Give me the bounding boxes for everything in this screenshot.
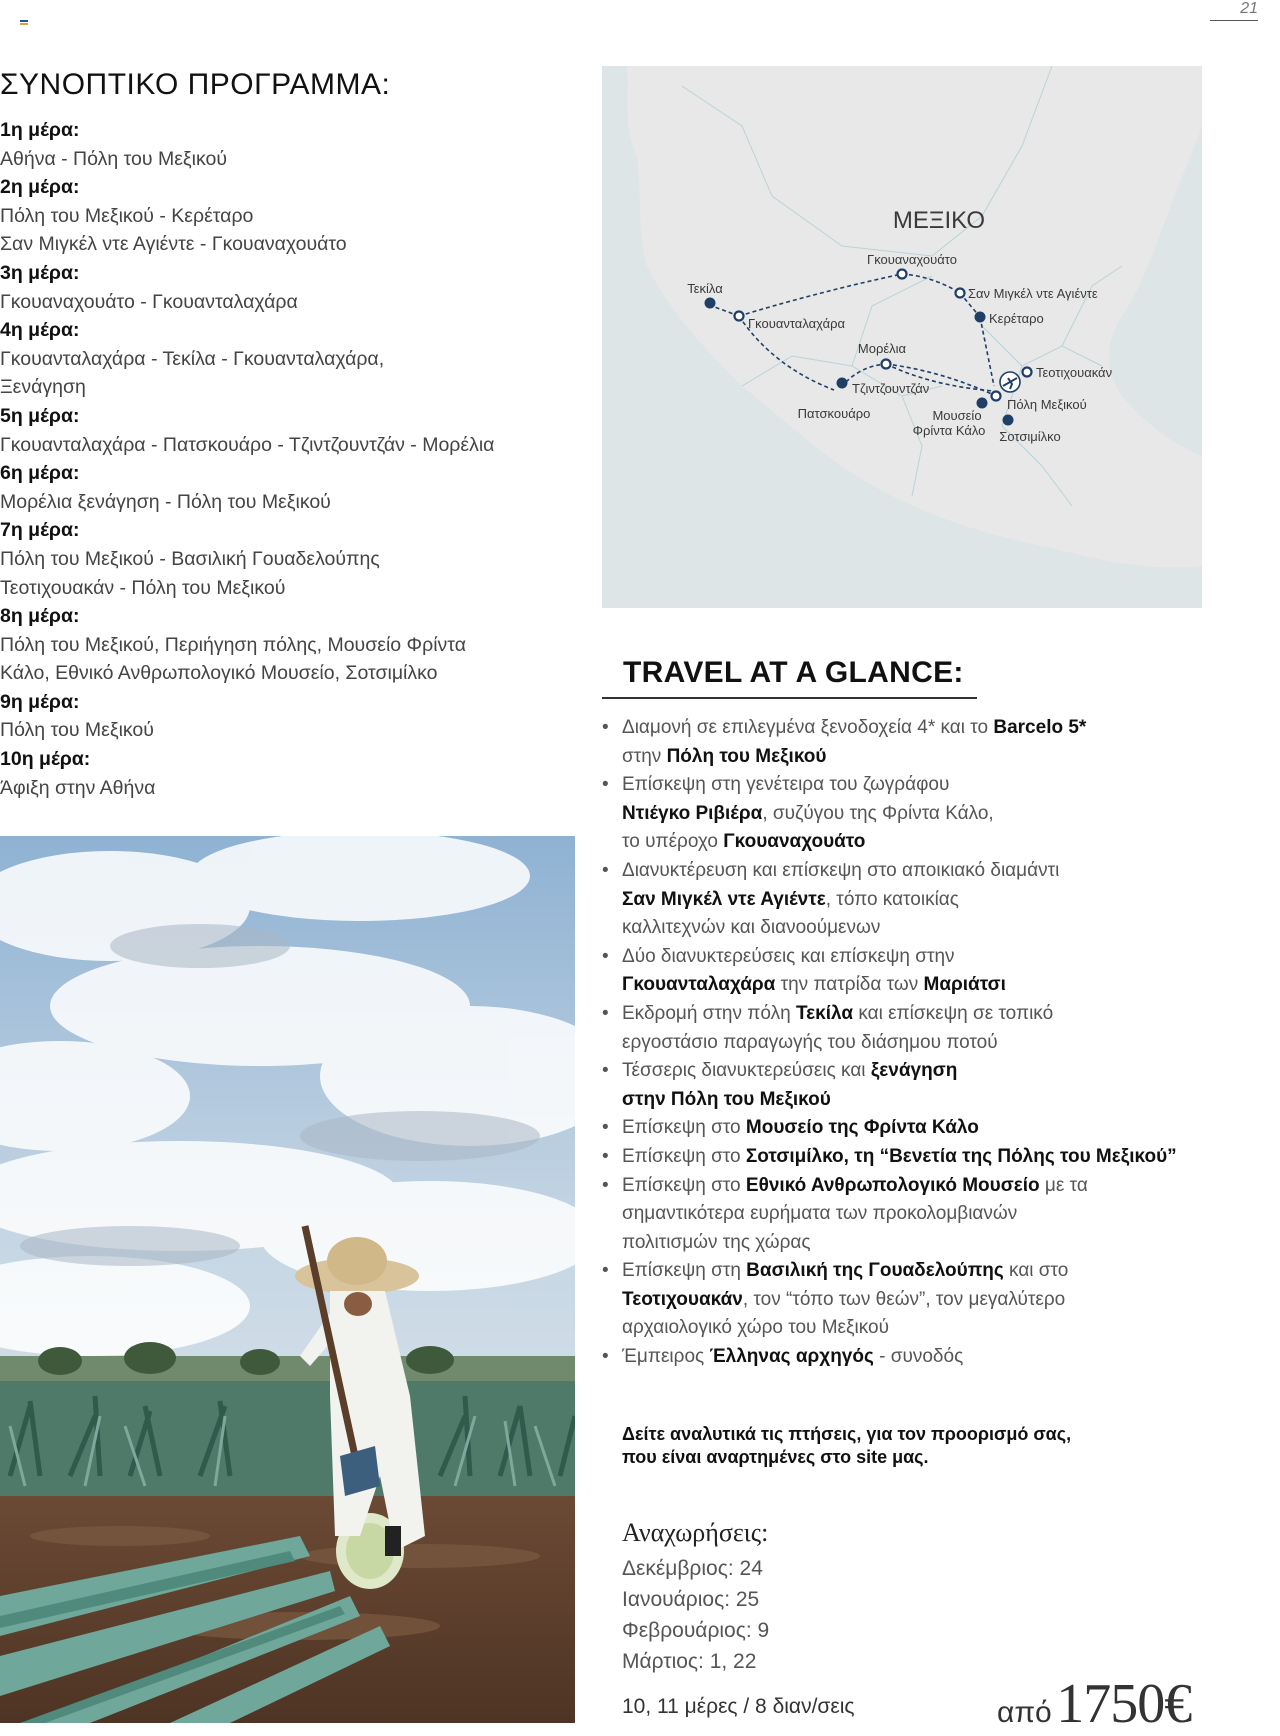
day-label: 5η μέρα: — [0, 404, 80, 427]
day-itinerary: Άφιξη στην Αθήνα — [0, 776, 156, 799]
glance-item: • Διανυκτέρευση και επίσκεψη στο αποικιακό διαμάντι Σαν Μιγκέλ ντε Αγιέντε, τόπο κατοικίας καλλιτεχνών και διανοούμενων — [602, 857, 1222, 943]
day-label: 2η μέρα: — [0, 176, 80, 199]
day-itinerary: Γκουαναχουάτο - Γκουανταλαχάρα — [0, 290, 298, 313]
map-point — [898, 270, 907, 279]
glance-item: • Επίσκεψη στη Βασιλική της Γουαδελούπης και στο Τεοτιχουακάν, τον “τόπο των θεών”, τον μεγαλύτερο αρχαιολογικό χώρο του Μεξικού — [602, 1257, 1222, 1343]
departure-date: Ιανουάριος: 25 — [622, 1588, 760, 1611]
map-label: Τεοτιχουακάν — [1036, 365, 1113, 380]
day-itinerary: Πόλη του Μεξικού — [0, 719, 154, 742]
day-label: 1η μέρα: — [0, 119, 80, 141]
map-label: Μορέλια — [857, 341, 907, 356]
day-itinerary: Μορέλια ξενάγηση - Πόλη του Μεξικού — [0, 490, 331, 513]
glance-item: • Επίσκεψη στο Μουσείο της Φρίντα Κάλο — [602, 1114, 1222, 1143]
day-itinerary: Γκουανταλαχάρα - Τεκίλα - Γκουανταλαχάρα, — [0, 347, 385, 370]
day-itinerary: Γκουανταλαχάρα - Πατσκουάρο - Τζιντζουντζάν - Μορέλια — [0, 433, 495, 456]
glance-item: • Έμπειρος Έλληνας αρχηγός - συνοδός — [602, 1343, 1222, 1372]
map-point — [977, 398, 988, 409]
map-point — [882, 360, 891, 369]
map-point — [1023, 368, 1032, 377]
glance-item: • Επίσκεψη στο Σοτσιμίλκο, τη “Βενετία της Πόλης του Μεξικού” — [602, 1143, 1222, 1172]
program-list — [0, 116, 560, 802]
day-itinerary: Αθήνα - Πόλη του Μεξικού — [0, 147, 227, 170]
price-amount: 1750€ — [1056, 1673, 1192, 1735]
day-itinerary: Κάλο, Εθνικό Ανθρωπολογικό Μουσείο, Σοτσιμίλκο — [0, 662, 438, 685]
map-label: Γκουαναχουάτο — [867, 252, 957, 267]
map-point — [837, 378, 848, 389]
day-itinerary: Πόλη του Μεξικού, Περιήγηση πόλης, Μουσείο Φρίντα — [0, 633, 466, 656]
map-point — [1003, 415, 1014, 426]
glance-title-underline — [602, 697, 977, 699]
day-label: 9η μέρα: — [0, 690, 80, 713]
departure-date: Δεκέμβριος: 24 — [622, 1557, 763, 1580]
map-label: Γκουανταλαχάρα — [748, 316, 846, 331]
departure-date: Φεβρουάριος: 9 — [622, 1619, 770, 1642]
glance-item: • Επίσκεψη στο Εθνικό Ανθρωπολογικό Μουσείο με τα σημαντικότερα ευρήματα των προκολομβιανών πολιτισμών της χώρας — [602, 1172, 1222, 1258]
glance-item: • Εκδρομή στην πόλη Τεκίλα και επίσκεψη σε τοπικό εργοστάσιο παραγωγής του διάσημου ποτού — [602, 1000, 1222, 1057]
price-prefix: από — [997, 1696, 1052, 1729]
day-itinerary: Τεοτιχουακάν - Πόλη του Μεξικού — [0, 576, 286, 599]
glance-title: TRAVEL AT A GLANCE: — [623, 656, 964, 689]
agave-farmer-photo — [0, 836, 575, 1723]
map-label: Μουσείο — [932, 408, 982, 423]
map-label: Πατσκουάρο — [797, 406, 871, 421]
glance-item: • Δύο διανυκτερεύσεις και επίσκεψη στην Γκουανταλαχάρα την πατρίδα των Μαριάτσι — [602, 943, 1222, 1000]
day-label: 3η μέρα: — [0, 261, 80, 284]
map-point — [956, 289, 965, 298]
page-number: 21 — [1210, 0, 1258, 21]
notice-line-2: που είναι αναρτημένες στο site μας. — [622, 1447, 929, 1467]
map-label: Τεκίλα — [687, 281, 723, 296]
day-itinerary: Ξενάγηση — [0, 376, 86, 399]
day-label: 7η μέρα: — [0, 519, 80, 542]
departures-title: Αναχωρήσεις: — [622, 1518, 769, 1547]
map-point — [992, 392, 1001, 401]
departure-dates — [622, 1553, 769, 1677]
notice-line-1: Δείτε αναλυτικά τις πτήσεις, για τον προορισμό σας, — [622, 1424, 1072, 1444]
route-map — [602, 66, 1202, 608]
glance-item: • Τέσσερις διανυκτερεύσεις και ξενάγηση στην Πόλη του Μεξικού — [602, 1057, 1222, 1114]
day-label: 4η μέρα: — [0, 319, 80, 342]
departure-date: Μάρτιος: 1, 22 — [622, 1650, 757, 1673]
glance-item: • Διαμονή σε επιλεγμένα ξενοδοχεία 4* και το Barcelo 5* στην Πόλη του Μεξικού — [602, 714, 1222, 771]
glance-item: • Επίσκεψη στη γενέτειρα του ζωγράφου Ντιέγκο Ριβιέρα, συζύγου της Φρίντα Κάλο, το υπέροχο Γκουαναχουάτο — [602, 771, 1222, 857]
day-label: 10η μέρα: — [0, 748, 91, 771]
map-label: Σαν Μιγκέλ ντε Αγιέντε — [968, 286, 1098, 301]
map-label: Πόλη Μεξικού — [1007, 397, 1087, 412]
program-title: ΣΥΝΟΠΤΙΚΟ ΠΡΟΓΡΑΜΜΑ: — [0, 68, 391, 101]
day-label: 8η μέρα: — [0, 605, 80, 628]
map-label: Σοτσιμίλκο — [999, 429, 1061, 444]
map-point — [975, 312, 986, 323]
glance-list — [602, 714, 1222, 1372]
map-label: Κερέταρο — [989, 311, 1044, 326]
day-label: 6η μέρα: — [0, 462, 80, 485]
day-itinerary: Πόλη του Μεξικού - Βασιλική Γουαδελούπης — [0, 547, 380, 570]
map-label: Τζιντζουντζάν — [852, 381, 930, 396]
trip-duration: 10, 11 μέρες / 8 διαν/σεις — [622, 1695, 855, 1718]
map-point — [705, 298, 716, 309]
greek-flag-icon — [20, 20, 28, 27]
map-point — [735, 312, 744, 321]
map-country-title: ΜΕΞΙΚΟ — [892, 207, 986, 234]
price-block — [997, 1672, 1191, 1736]
flights-notice — [622, 1423, 1142, 1469]
day-itinerary: Πόλη του Μεξικού - Κερέταρο — [0, 204, 254, 227]
map-label: Φρίντα Κάλο — [912, 423, 986, 438]
day-itinerary: Σαν Μιγκέλ ντε Αγιέντε - Γκουαναχουάτο — [0, 233, 347, 256]
